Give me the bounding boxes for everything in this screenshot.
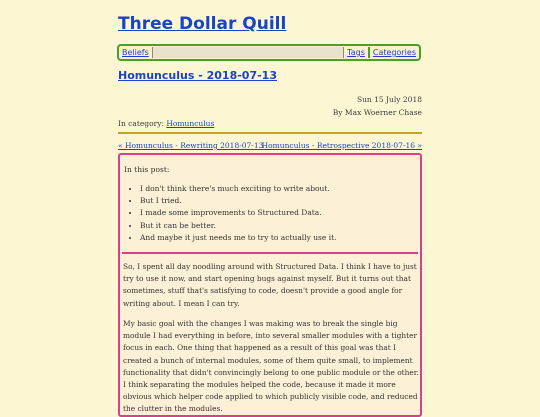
post-author: By Max Woerner Chase	[332, 108, 422, 117]
toc-divider	[122, 252, 418, 254]
nav-spacer	[152, 47, 344, 58]
post-date: Sun 15 July 2018	[356, 95, 422, 104]
nav-link-beliefs[interactable]: Beliefs	[122, 48, 149, 57]
toc-item: • But I tried.	[140, 195, 337, 207]
body-paragraph: My basic goal with the changes I was making was to break the single big module I had everything in before, into several smaller modules with a tighter focus in each. One thing that happened as a result of this goal was that I created a bunch of internal modules, some of them quite small, to implement functionality that didn't convincingly belong to one public module or the other. I think separating the modules helped the code, because it made it more obvious which helper code applied to which publicly visible code, and reduced the clutter in the modules.	[123, 319, 419, 414]
site-title[interactable]: Three Dollar Quill	[118, 14, 287, 34]
toc-heading: In this post:	[124, 165, 170, 174]
nav-link-tags[interactable]: Tags	[347, 48, 365, 57]
category-label: In category:	[118, 119, 164, 128]
toc-item: • And maybe it just needs me to try to actually use it.	[140, 232, 337, 244]
body-paragraph: So, I spent all day noodling around with Structured Data. I think I have to just try to use it now, and start opening bugs against myself. But it turns out that sometimes, stuff that's satisfying to code, doesn't provide a good angle for writing about. I mean I can try.	[123, 262, 417, 308]
toc-item: • I don't think there's much exciting to write about.	[140, 183, 337, 195]
previous-post-link[interactable]: « Homunculus - Rewriting 2018-07-13	[118, 141, 264, 150]
post-content	[118, 153, 422, 417]
toc-list	[128, 183, 337, 244]
nav-link-categories[interactable]: Categories	[372, 48, 416, 57]
category-link[interactable]: Homunculus	[166, 119, 215, 128]
header-divider	[118, 132, 422, 134]
navbar	[117, 44, 421, 61]
toc-item: • I made some improvements to Structured Data.	[140, 207, 337, 219]
next-post-link[interactable]: Homunculus - Retrospective 2018-07-16 »	[261, 141, 422, 150]
post-category	[118, 119, 214, 128]
post-title[interactable]: Homunculus - 2018-07-13	[118, 69, 277, 82]
toc-item: • But it can be better.	[140, 220, 337, 232]
